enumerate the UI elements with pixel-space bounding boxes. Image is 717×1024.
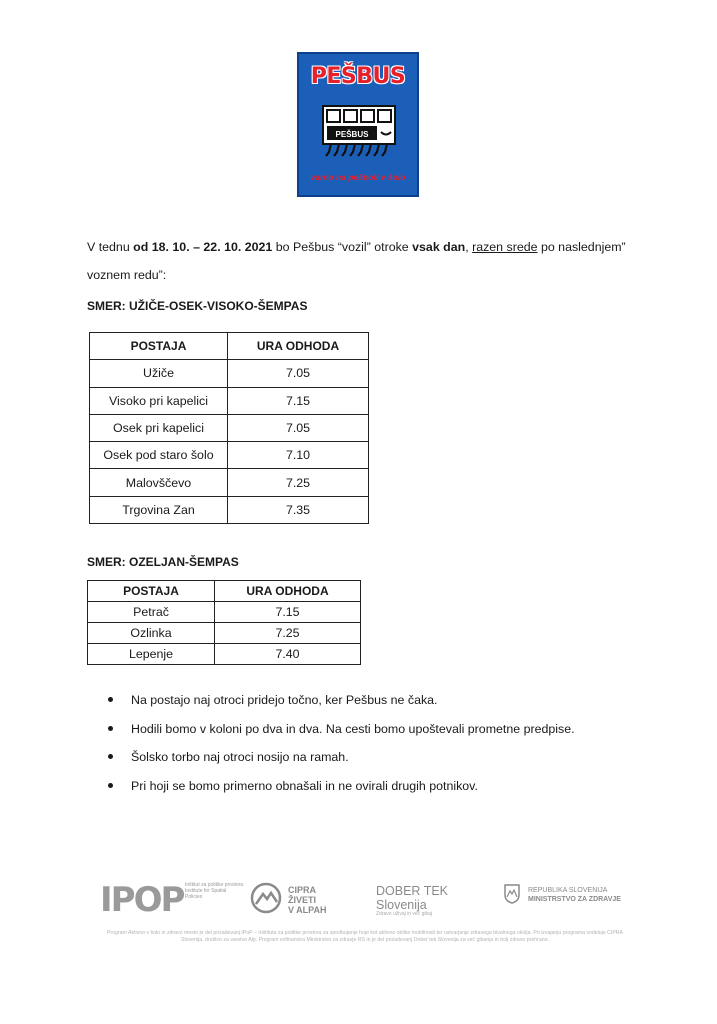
cipra-mountain-icon bbox=[250, 882, 282, 914]
dober-tek-subtitle: Zdravo uživaj in več gibaj bbox=[376, 911, 433, 917]
intro-date-range: od 18. 10. – 22. 10. 2021 bbox=[133, 240, 273, 254]
logo-slogan: varno na pešpoti v šolo bbox=[310, 172, 406, 182]
time-cell: 7.15 bbox=[215, 602, 361, 623]
table-header-row bbox=[90, 333, 369, 360]
table-row bbox=[90, 496, 369, 523]
station-cell: Trgovina Zan bbox=[90, 496, 228, 523]
time-cell: 7.25 bbox=[228, 469, 369, 496]
partner-logos bbox=[100, 876, 640, 926]
table-header-row bbox=[88, 581, 361, 602]
time-cell: 7.35 bbox=[228, 496, 369, 523]
table-row bbox=[90, 469, 369, 496]
station-cell: Osek pri kapelici bbox=[90, 414, 228, 441]
time-cell: 7.40 bbox=[215, 644, 361, 665]
bus-icon bbox=[321, 104, 397, 162]
intro-text-4: po naslednjem” voznem redu”: bbox=[87, 240, 626, 282]
list-item: Na postajo naj otroci pridejo točno, ker Pešbus ne čaka. bbox=[108, 690, 575, 719]
route1-schedule-table bbox=[89, 332, 369, 524]
intro-except-wednesday: razen srede bbox=[472, 240, 538, 254]
slovenia-coat-of-arms-icon bbox=[504, 884, 520, 904]
station-cell: Ozlinka bbox=[88, 623, 215, 644]
dober-line-1: DOBER TEK bbox=[376, 884, 449, 898]
route1-heading: SMER: UŽIČE-OSEK-VISOKO-ŠEMPAS bbox=[87, 299, 308, 313]
table-row bbox=[88, 623, 361, 644]
pesbus-logo bbox=[297, 52, 419, 197]
ministry-logo-text bbox=[528, 886, 621, 904]
table-row bbox=[90, 414, 369, 441]
intro-text-1: V tednu bbox=[87, 240, 134, 254]
time-cell: 7.25 bbox=[215, 623, 361, 644]
time-cell: 7.05 bbox=[228, 360, 369, 387]
route2-heading: SMER: OZELJAN-ŠEMPAS bbox=[87, 555, 239, 569]
intro-paragraph bbox=[87, 233, 627, 289]
dober-tek-logo bbox=[376, 884, 448, 912]
column-header-station: POSTAJA bbox=[90, 333, 228, 360]
cipra-line-3: V ALPAH bbox=[288, 905, 327, 915]
list-item: Pri hoji se bomo primerno obnašali in ne ovirali drugih potnikov. bbox=[108, 776, 575, 805]
station-cell: Osek pod staro šolo bbox=[90, 442, 228, 469]
column-header-time: URA ODHODA bbox=[215, 581, 361, 602]
ministry-line-1: REPUBLIKA SLOVENIJA bbox=[528, 887, 608, 894]
list-item: Hodili bomo v koloni po dva in dva. Na cesti bomo upoštevali prometne predpise. bbox=[108, 719, 575, 748]
logo-bus-label: PEŠBUS bbox=[335, 130, 369, 139]
table-row bbox=[90, 360, 369, 387]
time-cell: 7.15 bbox=[228, 387, 369, 414]
funding-footnote: Program Aktivno v šolo in zdravo mesto je del prizadevanj IPoP – Inštituta za politike prostora za spodbujanje hoje kot aktivne oblike mobilnosti ter ustvarjanje zdravega bivalnega okolja. Pri izvajanju programa sodeluje CIPRA Slovenija, društvo za varstvo Alp. Program sofinancira Ministrstvo za zdravje RS in je del prizadevanj Dober tek Slovenija za več gibanja in bolj zdravo prehrano. bbox=[106, 930, 624, 943]
time-cell: 7.05 bbox=[228, 414, 369, 441]
intro-text-2: bo Pešbus “vozil” otroke bbox=[272, 240, 413, 254]
table-row bbox=[88, 602, 361, 623]
cipra-line-2: ŽIVETI bbox=[288, 895, 317, 905]
cipra-logo-text bbox=[288, 885, 327, 915]
ipop-subtitle: Inštitut za politike prostora Institute for Spatial Policies bbox=[185, 882, 244, 900]
dober-line-2: Slovenija bbox=[376, 898, 427, 912]
intro-every-day: vsak dan bbox=[412, 240, 466, 254]
instructions-list bbox=[108, 690, 575, 804]
table-row bbox=[90, 387, 369, 414]
ipop-logo: IPOP bbox=[100, 880, 184, 920]
column-header-time: URA ODHODA bbox=[228, 333, 369, 360]
route2-schedule-table bbox=[87, 580, 361, 665]
station-cell: Lepenje bbox=[88, 644, 215, 665]
list-item: Šolsko torbo naj otroci nosijo na ramah. bbox=[108, 747, 575, 776]
station-cell: Petrač bbox=[88, 602, 215, 623]
station-cell: Užiče bbox=[90, 360, 228, 387]
station-cell: Malovščevo bbox=[90, 469, 228, 496]
cipra-line-1: CIPRA bbox=[288, 885, 317, 895]
time-cell: 7.10 bbox=[228, 442, 369, 469]
column-header-station: POSTAJA bbox=[88, 581, 215, 602]
ministry-line-2: MINISTRSTVO ZA ZDRAVJE bbox=[528, 896, 621, 903]
logo-title: PEŠBUS bbox=[310, 64, 406, 89]
station-cell: Visoko pri kapelici bbox=[90, 387, 228, 414]
table-row bbox=[90, 442, 369, 469]
table-row bbox=[88, 644, 361, 665]
intro-text-3: , bbox=[465, 240, 473, 254]
